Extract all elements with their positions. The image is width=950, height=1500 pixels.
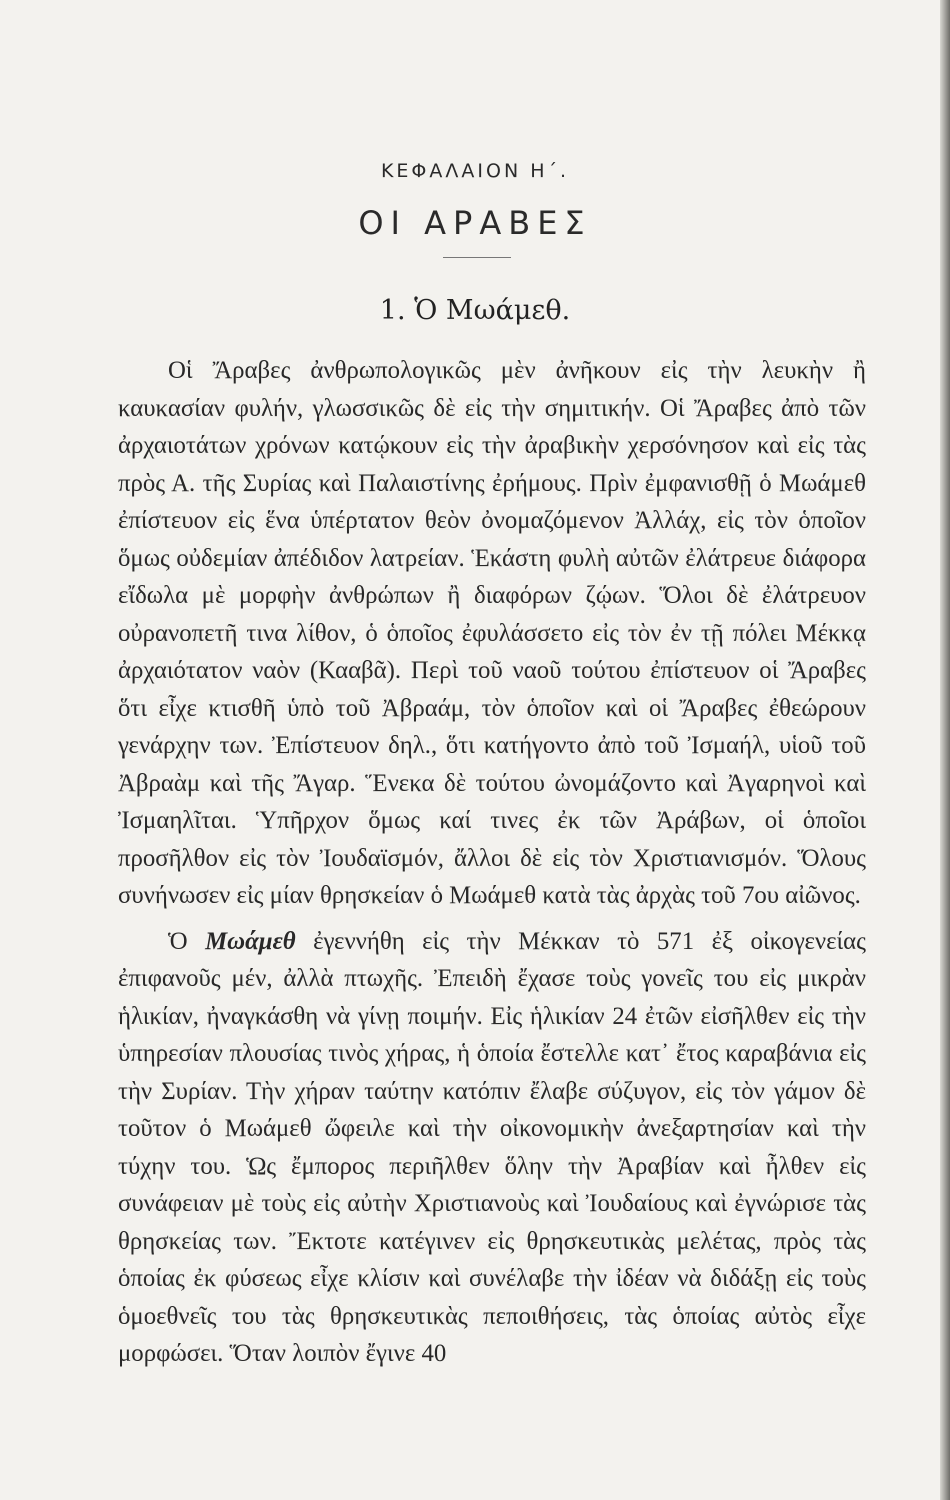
paragraph-2-article: Ὁ bbox=[168, 927, 206, 955]
title-divider bbox=[443, 257, 511, 258]
paragraph-1: Οἱ Ἄραβες ἀνθρωπολογικῶς μὲν ἀνῆκουν εἰς τὴν λευκὴν ἢ καυκασίαν φυλήν, γλωσσικῶς δὲ εἰς τὴν σημιτικήν. Οἱ Ἄραβες ἀπὸ τῶν ἀρχαιοτάτων χρόνων κατῴκουν εἰς τὴν ἀραβικὴν χερσόνησον καὶ εἰς τὰς πρὸς Α. τῆς Συρίας καὶ Παλαιστίνης ἐρήμους. Πρὶν ἐμφανισθῇ ὁ Μωάμεθ ἐπίστευον εἰς ἕνα ὑπέρτατον θεὸν ὀνομαζόμενον Ἀλλάχ, εἰς τὸν ὁποῖον ὅμως οὐδεμίαν ἀπέδιδον λατρείαν. Ἑκάστη φυλὴ αὐτῶν ἐλάτρευε διάφορα εἴδωλα μὲ μορφὴν ἀνθρώπων ἢ διαφόρων ζῴων. Ὅλοι δὲ ἐλάτρευον οὐρανοπετῆ τινα λίθον, ὁ ὁποῖος ἐφυλάσσετο εἰς τὸν ἐν τῇ πόλει Μέκκᾳ ἀρχαιότατον ναὸν (Κααβᾶ). Περὶ τοῦ ναοῦ τούτου ἐπίστευον οἱ Ἄραβες ὅτι εἶχε κτισθῆ ὑπὸ τοῦ Ἀβραάμ, τὸν ὁποῖον καὶ οἱ Ἄραβες ἐθεώρουν γενάρχην των. Ἐπίστευον δηλ., ὅτι κατήγοντο ἀπὸ τοῦ Ἰσμαήλ, υἱοῦ τοῦ Ἀβραὰμ καὶ τῆς Ἄγαρ. Ἕνεκα δὲ τούτου ὠνομάζοντο καὶ Ἀγαρηνοὶ καὶ Ἰσμαηλῖται. Ὑπῆρχον ὅμως καί τινες ἐκ τῶν Ἀράβων, οἱ ὁποῖοι προσῆλθον εἰς τὸν Ἰουδαϊσμόν, ἄλλοι δὲ εἰς τὸν Χριστιανισμόν. Ὅλους συνήνωσεν εἰς μίαν θρησκείαν ὁ Μωάμεθ κατὰ τὰς ἀρχὰς τοῦ 7ου αἰῶνος. bbox=[118, 357, 866, 909]
paragraph-2-lead-name: Μωάμεθ bbox=[205, 927, 296, 955]
paragraph-2 bbox=[118, 923, 866, 1373]
chapter-label: ΚΕΦΑΛΑΙΟΝ Η΄. bbox=[380, 160, 570, 182]
chapter-title: ΟΙ ΑΡΑΒΕΣ bbox=[358, 204, 592, 242]
section-heading: 1. Ὁ Μωάμεθ. bbox=[379, 295, 571, 326]
body-text bbox=[118, 352, 866, 1373]
paragraph-2-text: ἐγεννήθη εἰς τὴν Μέκκαν τὸ 571 ἐξ οἰκογενείας ἐπιφανοῦς μέν, ἀλλὰ πτωχῆς. Ἐπειδὴ ἔχασε τοὺς γονεῖς του εἰς μικρὰν ἡλικίαν, ἠναγκάσθη νὰ γίνῃ ποιμήν. Εἰς ἡλικίαν 24 ἐτῶν εἰσῆλθεν εἰς τὴν ὑπηρεσίαν πλουσίας τινὸς χήρας, ἡ ὁποία ἔστελλε κατ᾽ ἔτος καραβάνια εἰς τὴν Συρίαν. Τὴν χήραν ταύτην κατόπιν ἔλαβε σύζυγον, εἰς τὸν γάμον δὲ τοῦτον ὁ Μωάμεθ ὤφειλε καὶ τὴν οἰκονομικὴν ἀνεξαρτησίαν καὶ τὴν τύχην του. Ὡς ἔμπορος περιῆλθεν ὅλην τὴν Ἀραβίαν καὶ ἦλθεν εἰς συνάφειαν μὲ τοὺς εἰς αὐτὴν Χριστιανοὺς καὶ Ἰουδαίους καὶ ἐγνώρισε τὰς θρησκείας των. Ἔκτοτε κατέγινεν εἰς θρησκευτικὰς μελέτας, πρὸς τὰς ὁποίας ἐκ φύσεως εἶχε κλίσιν καὶ συνέλαβε τὴν ἰδέαν νὰ διδάξῃ εἰς τοὺς ὁμοεθνεῖς του τὰς θρησκευτικὰς πεποιθήσεις, τὰς ὁποίας αὐτὸς εἶχε μορφώσει. Ὅταν λοιπὸν ἔγινε 40 bbox=[118, 927, 866, 1367]
